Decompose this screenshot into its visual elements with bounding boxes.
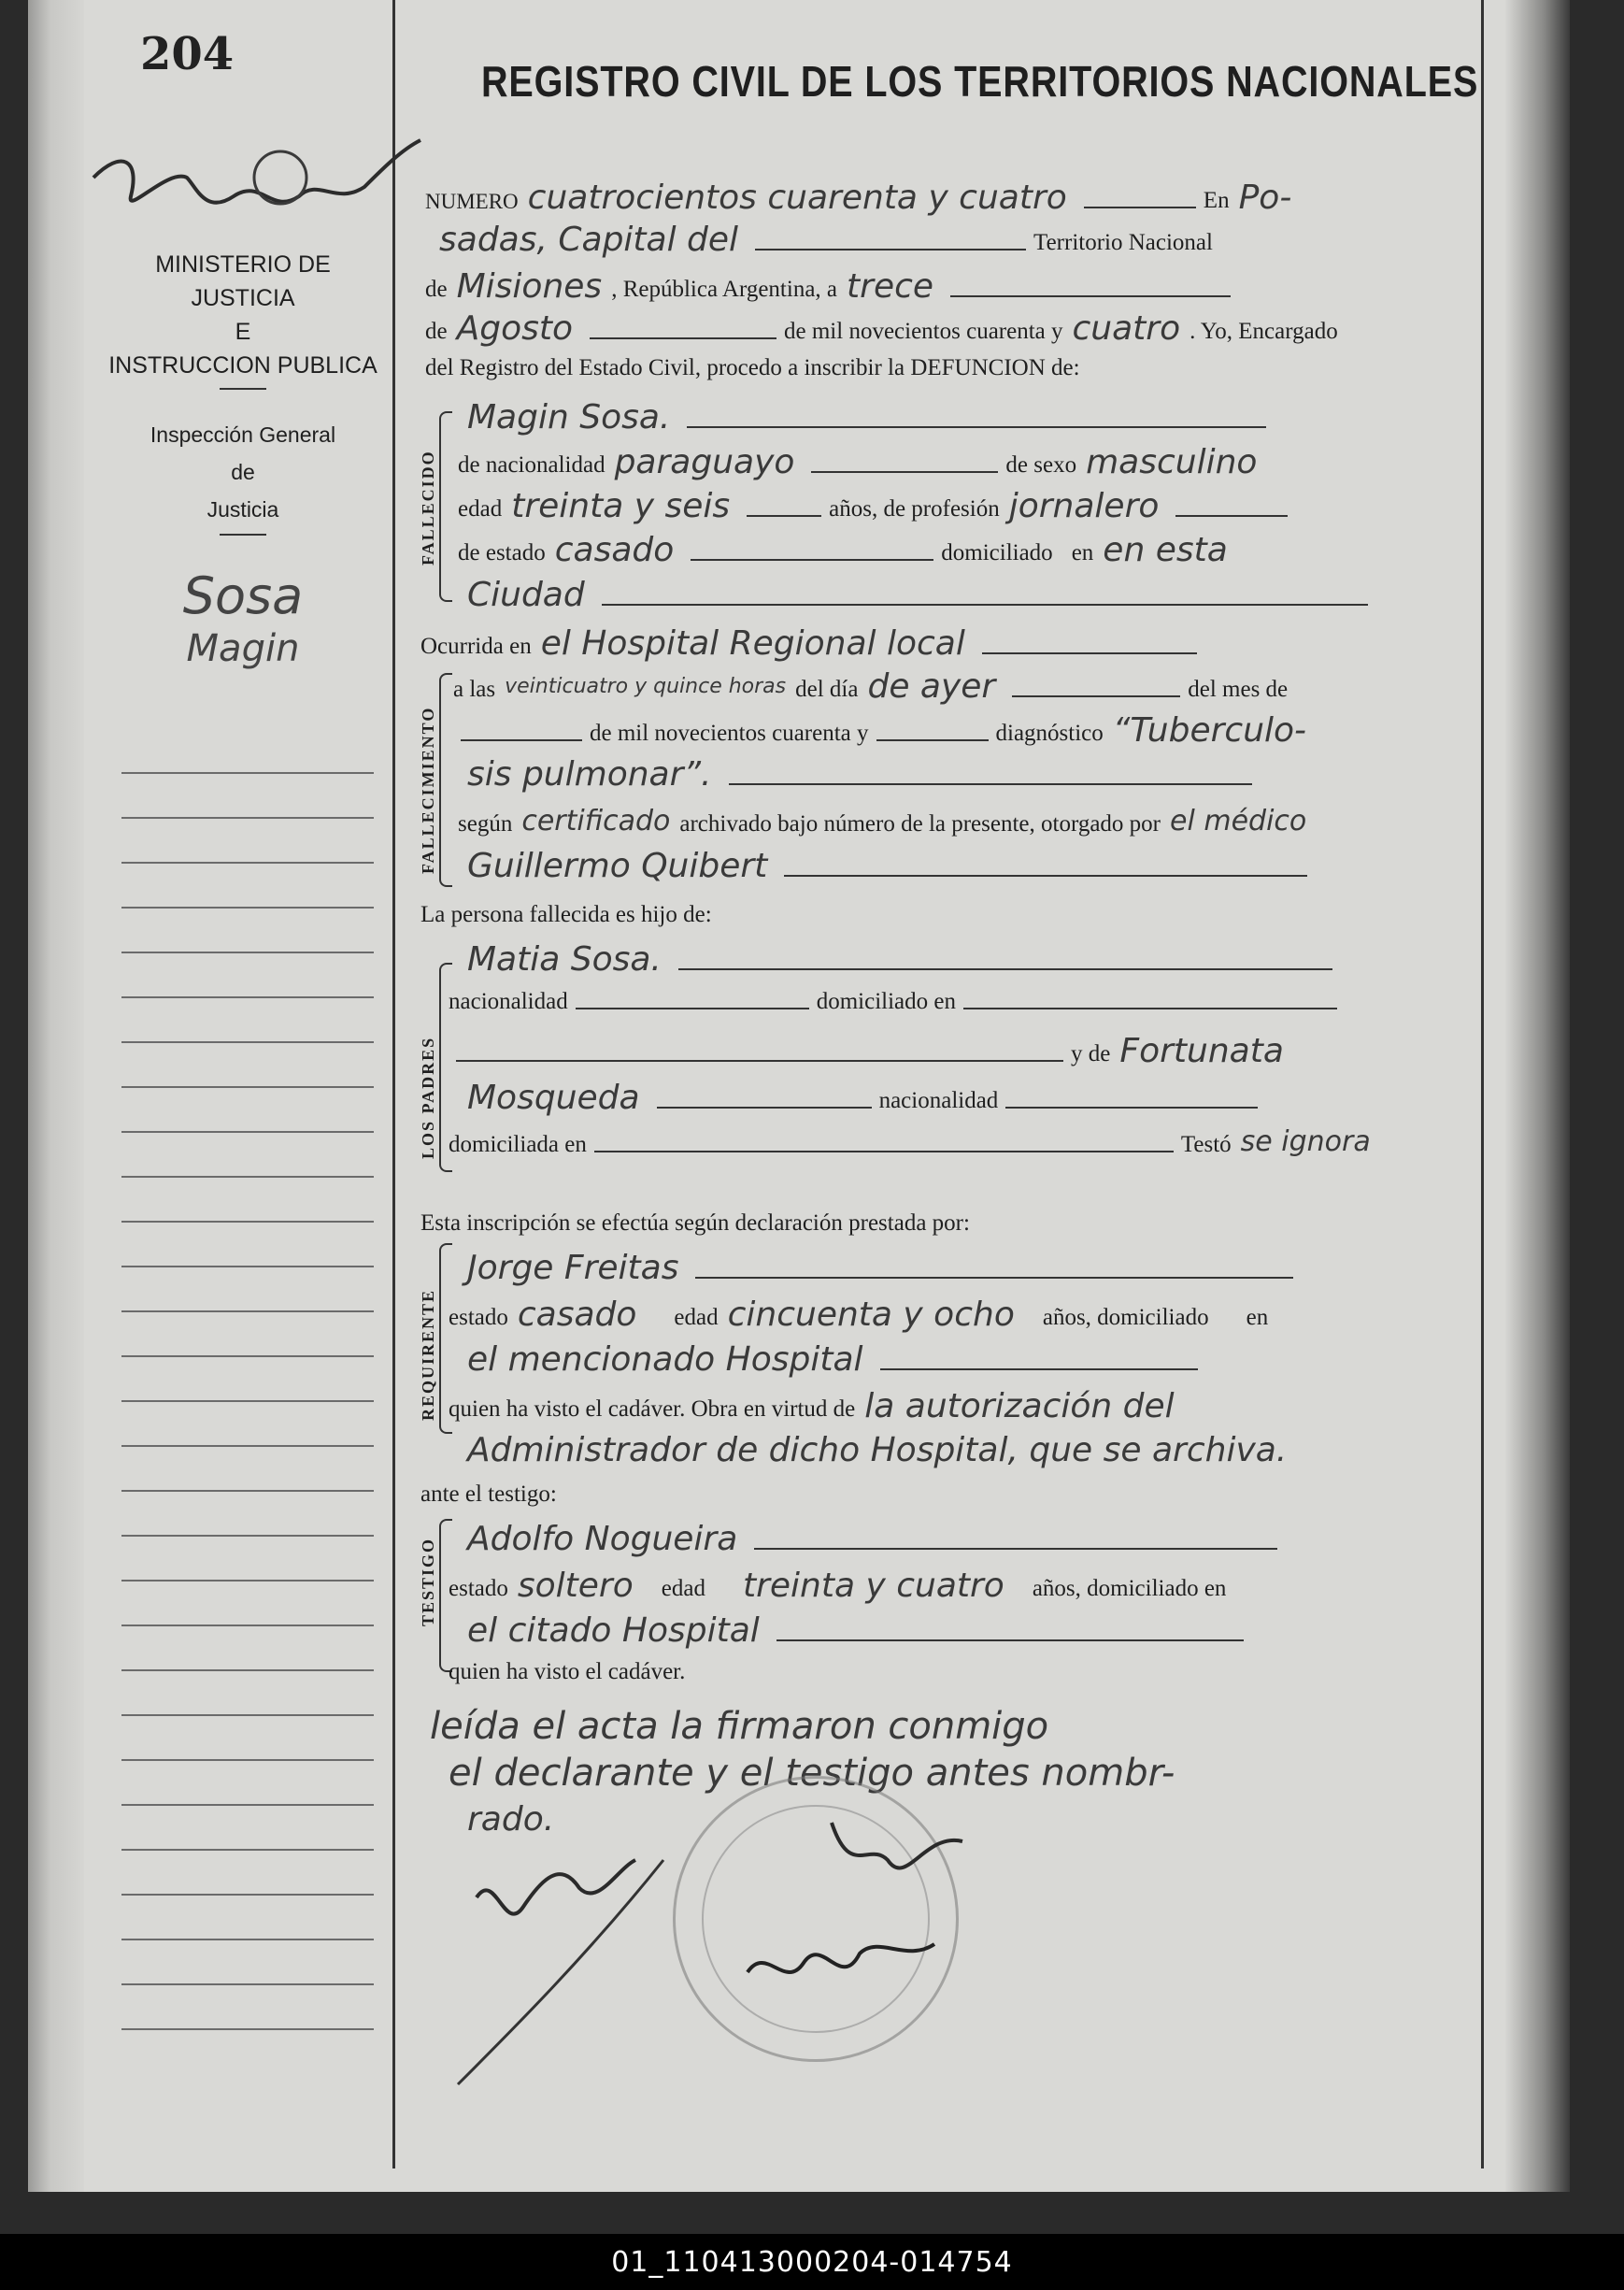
row-numero [425,179,1301,217]
margin-surname [121,566,364,675]
sexo-label: de sexo [1005,452,1077,478]
row-requirente-name [458,1249,1301,1287]
row-ante [420,1481,557,1508]
row-testigo-domicilio [458,1611,1251,1650]
row-testigo-estado [449,1567,1227,1605]
diagnostico-value: “Tuberculo- [1112,711,1307,750]
inspection-line-2: de [231,460,255,484]
blank-line [747,498,821,517]
row-ocurrida [420,624,1204,663]
medico-value: Guillermo Quibert [467,847,768,885]
a-las-label: a las [453,677,496,702]
margin-signature-icon [84,112,439,243]
blank-line [456,1043,1063,1062]
fallecido-name: Magin Sosa. [467,398,671,437]
de-label: de [425,277,448,302]
domiciliado-label: domiciliado en [816,989,957,1014]
blank-line [754,1531,1277,1550]
margin-surname-text: Sosa [182,566,304,625]
row-domiciliada [449,1126,1380,1158]
signatures-icon [439,1800,1093,2103]
year-value: cuatro [1072,309,1181,348]
hijo-label: La persona fallecida es hijo de: [420,902,712,927]
estado-value: casado [554,531,675,569]
row-hijo [420,902,712,928]
domiciliado-label: domiciliado [941,540,1053,565]
obra-value: la autorización del [864,1387,1175,1425]
estado-label: estado [449,1305,508,1330]
blank-line [963,991,1337,1009]
edad-label: edad [458,496,503,522]
left-margin-line [392,0,395,2168]
ministry-line-2: E [235,319,251,345]
page-title: REGISTRO CIVIL DE LOS TERRITORIOS NACIONALES [481,57,1479,106]
blank-line [678,952,1332,970]
day-value: trece [847,267,934,306]
image-id-footer: 01_110413000204-014754 [0,2234,1624,2290]
testo-value: se ignora [1240,1125,1371,1158]
numero-value: cuatrocientos cuarenta y cuatro [527,179,1067,217]
row-madre-2 [458,1079,1265,1117]
blank-line [784,858,1307,877]
blank-line [461,723,582,741]
city-value-a: Po- [1238,179,1292,217]
blank-line [776,1623,1244,1641]
diagnostico-label: diagnóstico [995,721,1104,746]
testigo-domicilio: el citado Hospital [467,1611,760,1650]
nacionalidad-label: de nacionalidad [458,452,605,478]
month-value: Agosto [456,309,574,348]
ministry-line-3: INSTRUCCION PUBLICA [108,352,378,379]
y-de-label: y de [1071,1041,1111,1066]
margin-given-name: Magin [186,627,300,670]
closing-text-1: leída el acta la firmaron conmigo [430,1705,1049,1748]
sexo-value: masculino [1086,443,1258,481]
nacionalidad-label: nacionalidad [449,989,568,1014]
year-label: de mil novecientos cuarenta y [784,319,1063,344]
row-registro [425,355,1080,381]
section-fallecido: FALLECIDO [419,450,437,565]
diagnostico-value-2: sis pulmonar”. [467,755,712,794]
section-requirente: REQUIRENTE [419,1288,437,1421]
blank-line [729,766,1252,785]
section-testigo: TESTIGO [419,1537,437,1626]
row-diagnostico-2 [458,755,1260,794]
segun-value: certificado [521,805,671,837]
territorio-label: Territorio Nacional [1033,230,1213,255]
blank-line [880,1352,1198,1370]
row-padre-nacionalidad [449,989,1345,1015]
page-number: 204 [140,28,235,80]
requirente-name: Jorge Freitas [467,1249,679,1287]
ministry-heading [103,248,383,395]
closing-text-2: el declarante y el testigo antes nombr- [449,1752,1175,1795]
row-declaracion [420,1210,970,1237]
nacionalidad-value: paraguayo [614,443,795,481]
row-nacionalidad [458,443,1266,481]
section-brace [439,673,452,887]
en-label: en [1071,540,1094,565]
blank-line [687,409,1266,428]
blank-line [594,1134,1174,1152]
segun-label: según [458,811,513,837]
section-brace [439,411,452,602]
encargado-label: . Yo, Encargado [1190,319,1338,344]
blank-line [1012,679,1180,697]
year-label: de mil novecientos cuarenta y [590,721,869,746]
madre-value-2: Mosqueda [467,1079,640,1117]
divider [220,388,266,390]
del-dia-label: del día [795,677,859,702]
blank-line [695,1260,1293,1279]
ocurrida-label: Ocurrida en [420,634,532,659]
blank-line [982,636,1197,654]
city-value-b: sadas, Capital del [439,221,739,259]
edad-value: treinta y seis [511,487,731,525]
blank-line [1175,498,1288,517]
anos-label: años, de profesión [829,496,1000,522]
anos-label: años, domiciliado en [1032,1576,1227,1601]
profesion-value: jornalero [1008,487,1160,525]
row-obra-2 [458,1431,1296,1469]
territorio-value: Misiones [456,267,603,306]
book-binding [28,0,84,2192]
ministry-line-1: MINISTERIO DE JUSTICIA [155,251,331,311]
edad-value: treinta y cuatro [742,1567,1004,1605]
estado-label: de estado [458,540,546,565]
section-fallecimiento: FALLECIMIENTO [419,706,437,874]
row-domicilio-2 [458,576,1375,614]
row-fallecido-name [458,398,1274,437]
obra-value-2: Administrador de dicho Hospital, que se archiva. [467,1431,1288,1469]
testo-label: Testó [1180,1132,1232,1157]
ante-label: ante el testigo: [420,1481,557,1507]
edad-value: cincuenta y ocho [727,1295,1015,1334]
declaracion-label: Esta inscripción se efectúa según declaración prestada por: [420,1210,970,1236]
estado-label: estado [449,1576,508,1601]
ocurrida-value: el Hospital Regional local [540,624,965,663]
cadaver-label: quien ha visto el cadáver. Obra en virtud de [449,1396,856,1422]
estado-value: casado [517,1295,637,1334]
domiciliada-label: domiciliada en [449,1132,587,1157]
blank-line [657,1090,872,1109]
en-label: En [1203,188,1230,213]
de-label-2: de [425,319,448,344]
blank-line [590,321,776,339]
edad-label: edad [661,1576,705,1601]
row-city [430,221,1213,259]
en-label: en [1246,1305,1269,1330]
row-testigo-name [458,1520,1285,1558]
cadaver-label: quien ha visto el cadáver. [449,1659,686,1684]
inspection-line-3: Justicia [207,497,279,522]
blank-line [876,723,989,741]
blank-line [691,542,933,561]
blank-line [811,454,998,473]
page-edge-shadow [1504,0,1570,2192]
domicilio-value-2: Ciudad [467,576,585,614]
blank-line [602,587,1368,606]
blank-line [950,279,1231,297]
padre-value: Matia Sosa. [467,940,662,979]
del-mes-label: del mes de [1188,677,1289,702]
nacionalidad-label-2: nacionalidad [878,1088,999,1113]
blank-line [1084,190,1196,208]
row-edad [458,487,1295,525]
inspection-heading [103,416,383,541]
row-territorio [425,267,1238,306]
archivado-label: archivado bajo número de la presente, otorgado por [679,811,1161,837]
row-diagnostico [453,711,1316,750]
anos-label: años, domiciliado [1042,1305,1209,1330]
row-hora [453,667,1289,706]
margin-ruled-lines [121,729,374,2038]
row-testigo-cadaver [449,1659,685,1685]
madre-value: Fortunata [1119,1032,1284,1070]
row-requirente-estado [449,1295,1269,1334]
blank-line [1005,1090,1258,1109]
hora-value: veinticuatro y quince horas [505,675,787,698]
closing-text-3: rado. [467,1800,555,1839]
right-margin-line [1481,0,1484,2168]
row-madre [449,1032,1293,1070]
row-requirente-domicilio [458,1340,1205,1379]
row-cadaver [449,1387,1184,1425]
row-medico [458,847,1315,885]
row-padre [458,940,1340,979]
inspection-line-1: Inspección General [150,422,336,447]
estado-value: soltero [517,1567,634,1605]
domicilio-value: en esta [1103,531,1228,569]
closing-line-1 [420,1705,1058,1748]
numero-label: NUMERO [425,190,519,213]
dia-value: de ayer [867,667,996,706]
row-estado [458,531,1237,569]
divider [220,534,266,536]
section-padres: LOS PADRES [419,1036,437,1159]
republica-label: , República Argentina, a [611,277,838,302]
registro-label: del Registro del Estado Civil, procedo a inscribir la DEFUNCION de: [425,355,1080,380]
blank-line [576,991,809,1009]
testigo-name: Adolfo Nogueira [467,1520,738,1558]
row-date [425,309,1338,348]
requirente-domicilio: el mencionado Hospital [467,1340,863,1379]
otorgado-value: el médico [1170,805,1307,837]
row-segun [458,806,1316,837]
blank-line [755,232,1026,250]
edad-label: edad [674,1305,719,1330]
